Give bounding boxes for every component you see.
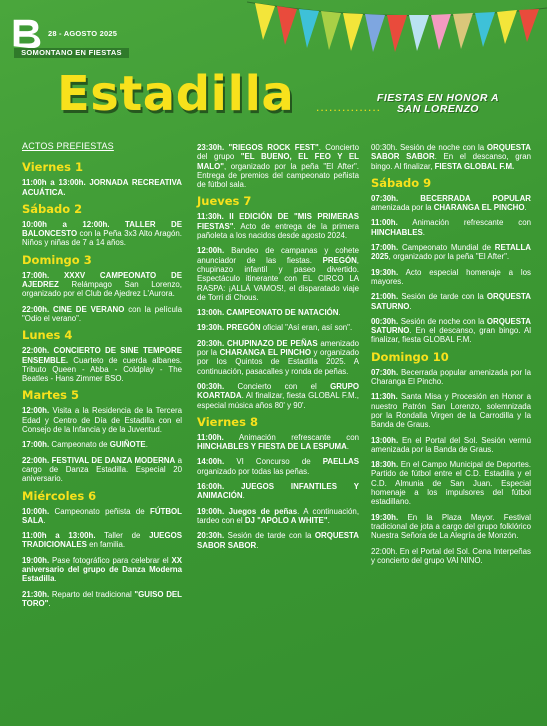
entry-highlight: CINE DE VERANO bbox=[49, 304, 125, 314]
program-entry bbox=[197, 433, 359, 452]
entry-text: amenizada por la bbox=[371, 203, 434, 213]
entry-text: Cuarteto de cuerda albanes. Tributo Queen - Abba - Coldplay - The Beatles - Hans Zimmer BSO. bbox=[22, 355, 182, 384]
program-entry bbox=[371, 392, 531, 429]
entry-time: 23:30h. bbox=[197, 143, 225, 152]
entry-highlight: CHUPINAZO DE PEÑAS bbox=[224, 338, 318, 348]
entry-text: Reparto del tradicional bbox=[49, 589, 135, 599]
entry-text: 22:00h. En el Portal del Sol. Cena Interpeñas y concierto del grupo VAI NINO. bbox=[371, 546, 531, 565]
entry-text: . bbox=[327, 515, 330, 525]
entry-highlight: Juegos de peñas bbox=[224, 506, 298, 516]
entry-text: Visita a la Residencia de la Tercera Edad y Centro de Día de Estadilla con el Consejo de la Infancia y de la Juventud. bbox=[22, 406, 182, 435]
entry-highlight: XXXV CAMPEONATO DE AJEDREZ bbox=[22, 270, 182, 290]
entry-highlight: CAMPEONATO DE NATACIÓN bbox=[224, 308, 339, 318]
program-entry bbox=[371, 292, 531, 311]
festival-date: 28 - AGOSTO 2025 bbox=[48, 29, 118, 38]
program-entry bbox=[197, 482, 359, 501]
day-heading: Miércoles 6 bbox=[22, 488, 97, 503]
entry-highlight: FÚTBOL SALA bbox=[22, 506, 182, 525]
program-entry bbox=[197, 246, 359, 302]
entry-text: Santa Misa y Procesión en Honor a nuestro Patrón San Lorenzo, solemnizada por la Rondalla Virgen de la Carrodilla y la Banda de Graus. bbox=[371, 392, 531, 430]
day-heading: Sábado 2 bbox=[22, 201, 83, 216]
estadilla-logo-icon bbox=[8, 14, 46, 52]
program-entry bbox=[371, 317, 531, 345]
festival-band: SOMONTANO EN FIESTAS bbox=[14, 48, 129, 58]
entry-text: Bandeo de campanas y cohete anunciador de las fiestas. bbox=[197, 246, 359, 265]
program-entry bbox=[197, 212, 359, 240]
entry-text: , organizado por la peña "El After". bbox=[388, 252, 510, 262]
entry-text: Animación refrescante con bbox=[223, 432, 359, 442]
entry-highlight: ORQUESTA SATURNO bbox=[371, 292, 531, 311]
entry-text: . bbox=[43, 515, 46, 525]
entry-time: 00:30h. bbox=[371, 316, 399, 326]
entry-text: . bbox=[409, 301, 412, 311]
program-entry bbox=[197, 382, 359, 410]
entry-text: . bbox=[256, 540, 259, 550]
program-entry bbox=[22, 456, 182, 484]
entry-time: 21:00h. bbox=[371, 292, 399, 302]
entry-highlight: JUEGOS INFANTILES Y ANIMACIÓN bbox=[197, 482, 359, 501]
entry-text: . bbox=[54, 574, 57, 584]
entry-time: 17:00h. bbox=[22, 270, 50, 280]
entry-highlight: ORQUESTA SABOR SABOR bbox=[371, 143, 531, 162]
entry-text: con la película "Odio el verano". bbox=[22, 304, 182, 323]
program-entry bbox=[22, 440, 182, 449]
entry-time: 13:00h. bbox=[197, 308, 225, 318]
subtitle-line-2: SAN LORENZO bbox=[397, 103, 479, 115]
entry-highlight: ORQUESTA SABOR SABOR bbox=[197, 531, 359, 550]
program-entry bbox=[22, 507, 182, 526]
entry-time: 11:30h. bbox=[371, 392, 398, 402]
entry-text: Becerrada popular amenizada por la Charanga El Pincho. bbox=[371, 367, 531, 387]
entry-text: a cargo de Danza Estadilla. Especial 20 aniversario. bbox=[22, 455, 182, 484]
entry-highlight: CHARANGA EL PINCHO bbox=[433, 203, 525, 213]
entry-highlight: DJ "APOLO A WHITE" bbox=[244, 515, 328, 525]
entry-time: 11:00h. bbox=[197, 432, 224, 442]
day-heading: Viernes 1 bbox=[22, 160, 83, 175]
entry-text: . A continuación, tardeo con el bbox=[197, 506, 360, 525]
program-entry bbox=[197, 457, 359, 476]
program-entry bbox=[22, 271, 182, 299]
entry-time: 11:00h. bbox=[371, 218, 398, 228]
program-entry bbox=[371, 547, 531, 566]
program-entry bbox=[371, 243, 531, 262]
day-heading: Domingo 3 bbox=[22, 252, 92, 267]
day-heading: Sábado 9 bbox=[371, 175, 432, 190]
entry-time: 16:00h. bbox=[197, 482, 225, 492]
entry-text: en familia. bbox=[86, 540, 126, 550]
entry-text: En el Portal del Sol. Sesión vermú amenizada por la Banda de Graus. bbox=[371, 435, 531, 454]
entry-text: Animación refrescante con bbox=[397, 218, 531, 228]
entry-time: 19:30h. bbox=[371, 267, 399, 277]
entry-text: En la Plaza Mayor. Festival tradicional de jota a cargo del grupo folklórico Nuestra Señora de La Alegría de Monzón. bbox=[371, 512, 531, 541]
page-title: Estadilla bbox=[57, 66, 295, 122]
program-entry bbox=[22, 531, 182, 550]
entry-highlight: JUEGOS TRADICIONALES bbox=[22, 531, 182, 550]
entry-text: . bbox=[346, 442, 349, 452]
entry-text: . Acto de entrega de la primera pañoleta a los nacidos desde agosto 2024. bbox=[197, 221, 359, 241]
program-entry bbox=[22, 346, 182, 383]
subtitle bbox=[358, 93, 518, 115]
program-entry bbox=[371, 460, 531, 506]
entry-time: 12:00h. bbox=[22, 406, 50, 416]
program-entry bbox=[22, 305, 182, 324]
entry-time: 19:00h. bbox=[22, 555, 50, 565]
entry-text: 00:30h. Sesión de noche con la bbox=[371, 143, 487, 152]
subtitle-line-1: FIESTAS EN HONOR A bbox=[376, 92, 500, 104]
program-entry bbox=[371, 218, 531, 237]
entry-highlight: PAELLAS bbox=[322, 457, 359, 467]
entry-text: VI Concurso de bbox=[224, 457, 323, 467]
entry-text: . bbox=[422, 227, 425, 237]
program-column-3 bbox=[371, 143, 531, 571]
entry-text: . En el descanso, gran bingo. Al finalizar, bbox=[371, 152, 531, 171]
entry-highlight: TALLER DE BALONCESTO bbox=[22, 219, 182, 239]
entry-time: 17:00h. bbox=[22, 440, 50, 450]
entry-highlight: HINCHABLES bbox=[371, 227, 423, 237]
entry-highlight: BECERRADA POPULAR bbox=[398, 193, 531, 203]
entry-time: 19:30h. bbox=[371, 512, 399, 522]
entry-time: 07:30h. bbox=[371, 367, 399, 377]
entry-highlight: "GUISO DEL TORO" bbox=[22, 589, 182, 608]
entry-highlight: PREGÓN bbox=[224, 323, 261, 333]
entry-time: 19:30h. bbox=[197, 323, 225, 333]
program-entry bbox=[197, 323, 359, 332]
entry-time: 22:00h. bbox=[22, 304, 50, 314]
program-column-1 bbox=[22, 142, 182, 614]
program-entry bbox=[197, 507, 359, 526]
entry-text: . bbox=[145, 440, 148, 450]
program-entry bbox=[371, 436, 531, 455]
entry-time: 17:00h. bbox=[371, 243, 399, 253]
entry-highlight: II EDICIÓN DE "MIS PRIMERAS FIESTAS" bbox=[197, 212, 359, 231]
entry-highlight: CONCIERTO DE SINE TEMPORE ENSEMBLE. bbox=[22, 346, 182, 365]
entry-text: Sesión de tarde con la bbox=[398, 292, 487, 302]
entry-time: 22:00h. bbox=[22, 346, 50, 356]
entry-highlight: XX aniversario del grupo de Danza Moderna Estadilla bbox=[22, 555, 182, 584]
program-entry bbox=[371, 143, 531, 171]
program-entry bbox=[22, 178, 182, 197]
entry-time: 14:00h. bbox=[197, 457, 225, 467]
entry-text: organizado por todas las peñas. bbox=[197, 466, 310, 476]
entry-text: amenizado por la bbox=[197, 338, 359, 358]
entry-text: Concierto con el bbox=[224, 381, 331, 391]
program-entry bbox=[371, 194, 531, 213]
program-entry bbox=[197, 531, 359, 550]
entry-highlight: ORQUESTA SATURNO bbox=[371, 316, 531, 336]
entry-text: Campeonato Mundial de bbox=[398, 243, 495, 253]
entry-text: . bbox=[524, 203, 527, 213]
entry-text: En el Campo Municipal de Deportes. Partido de fútbol entre el C.D. Estadilla y el C.D. Almunia de San Juan. Especial homenaje a los impulsores del fútbol estadillano. bbox=[371, 460, 531, 507]
entry-text: Acto especial homenaje a los mayores. bbox=[371, 267, 531, 286]
entry-text: . bbox=[48, 598, 51, 608]
entry-time: 22:00h. bbox=[22, 455, 50, 465]
program-entry bbox=[22, 556, 182, 584]
entry-highlight: PREGÓN bbox=[322, 255, 357, 265]
program-entry bbox=[22, 406, 182, 434]
entry-text: . bbox=[242, 491, 245, 501]
entry-highlight: HINCHABLES Y FIESTA DE LA ESPUMA bbox=[197, 442, 347, 452]
entry-text: , chupinazo infantil y paseo divertido. Espectáculo itinerante con EL CIRCO LA RASPA: ¡ALLÁ VAMOS!, el disparatado viaje de Torri di Chous. bbox=[197, 255, 359, 302]
day-heading: Jueves 7 bbox=[197, 194, 252, 209]
entry-text: Pase fotográfico para celebrar el bbox=[49, 555, 172, 565]
entry-text: con la Peña 3x3 Alto Aragón. Niños y niñas de 7 a 14 años. bbox=[22, 229, 182, 248]
program-entry bbox=[371, 368, 531, 387]
entry-time: 20:30h. bbox=[197, 531, 225, 541]
entry-text: Campeonato peñista de bbox=[49, 506, 150, 516]
entry-highlight: "EL BUENO, EL FEO Y EL MALO" bbox=[197, 152, 359, 171]
program-entry bbox=[371, 513, 531, 541]
bunting-flags bbox=[247, 0, 547, 56]
program-entry bbox=[197, 143, 359, 189]
entry-highlight: "RIEGOS ROCK FEST" bbox=[224, 143, 319, 152]
entry-time: 18:30h. bbox=[371, 460, 399, 470]
entry-text: , organizado por la peña "El After". Entrega de premios del campeonato peñista de fútbol sala. bbox=[197, 161, 359, 190]
entry-time: 11:00h a 13:00h. bbox=[22, 178, 86, 188]
entry-time: 21:30h. bbox=[22, 589, 50, 599]
entry-highlight: FESTIVAL DE DANZA MODERNA bbox=[49, 455, 176, 465]
entry-time: 12:00h. bbox=[197, 246, 225, 256]
entry-text: Sesión de noche con la bbox=[398, 316, 487, 326]
entry-text: y organizado por los Quintos de Estadilla 2025. A continuación, pasacalles y ronda de peñas. bbox=[197, 348, 360, 376]
entry-highlight: FIESTA GLOBAL F.M. bbox=[434, 161, 515, 171]
entry-text: Sesión de tarde con la bbox=[224, 531, 315, 541]
program-entry bbox=[22, 590, 182, 609]
entry-time: 00:30h. bbox=[197, 381, 225, 391]
title-dots: ............... bbox=[316, 100, 382, 114]
program-entry bbox=[197, 308, 359, 317]
entry-time: 13:00h. bbox=[371, 435, 399, 445]
day-heading: Viernes 8 bbox=[197, 414, 258, 429]
entry-text: Campeonato de bbox=[49, 440, 110, 450]
entry-text: Taller de bbox=[95, 531, 150, 541]
entry-text: . En el descanso, gran bingo. Al finalizar, fiesta GLOBAL F.M. bbox=[371, 326, 531, 345]
day-heading: Lunes 4 bbox=[22, 328, 73, 343]
entry-time: 10:00h a 12:00h. bbox=[22, 219, 110, 229]
entry-highlight: RETALLA 2025 bbox=[371, 243, 531, 262]
program-entry bbox=[371, 268, 531, 287]
day-heading: Martes 5 bbox=[22, 388, 80, 403]
program-entry bbox=[197, 339, 359, 376]
entry-highlight: GRUPO KOARTADA bbox=[197, 381, 359, 401]
program-column-2 bbox=[197, 143, 359, 556]
entry-highlight: CHARANGA EL PINCHO bbox=[219, 348, 311, 358]
entry-highlight: JORNADA RECREATIVA ACUÁTICA. bbox=[22, 178, 182, 197]
entry-time: 20:30h. bbox=[197, 338, 225, 348]
entry-time: 19:00h. bbox=[197, 506, 225, 516]
entry-time: 11:30h. bbox=[197, 212, 224, 222]
entry-time: 07:30h. bbox=[371, 193, 399, 203]
entry-text: . Al finalizar, fiesta GLOBAL F.M., especial música años 80' y 90'. bbox=[197, 391, 359, 410]
entry-text: . bbox=[338, 308, 341, 318]
entry-text: oficial "Así eran, así son". bbox=[260, 323, 353, 333]
entry-text: Relámpago San Lorenzo, organizado por el Club de Ajedrez L'Aurora. bbox=[22, 280, 182, 299]
section-title: ACTOS PREFIESTAS bbox=[22, 141, 114, 151]
entry-highlight: GUIÑOTE bbox=[109, 440, 146, 450]
entry-text: . Concierto del grupo bbox=[197, 143, 359, 162]
entry-time: 11:00h a 13:00h. bbox=[22, 531, 96, 541]
day-heading: Domingo 10 bbox=[371, 349, 449, 364]
program-entry bbox=[22, 220, 182, 248]
entry-time: 10:00h. bbox=[22, 506, 50, 516]
